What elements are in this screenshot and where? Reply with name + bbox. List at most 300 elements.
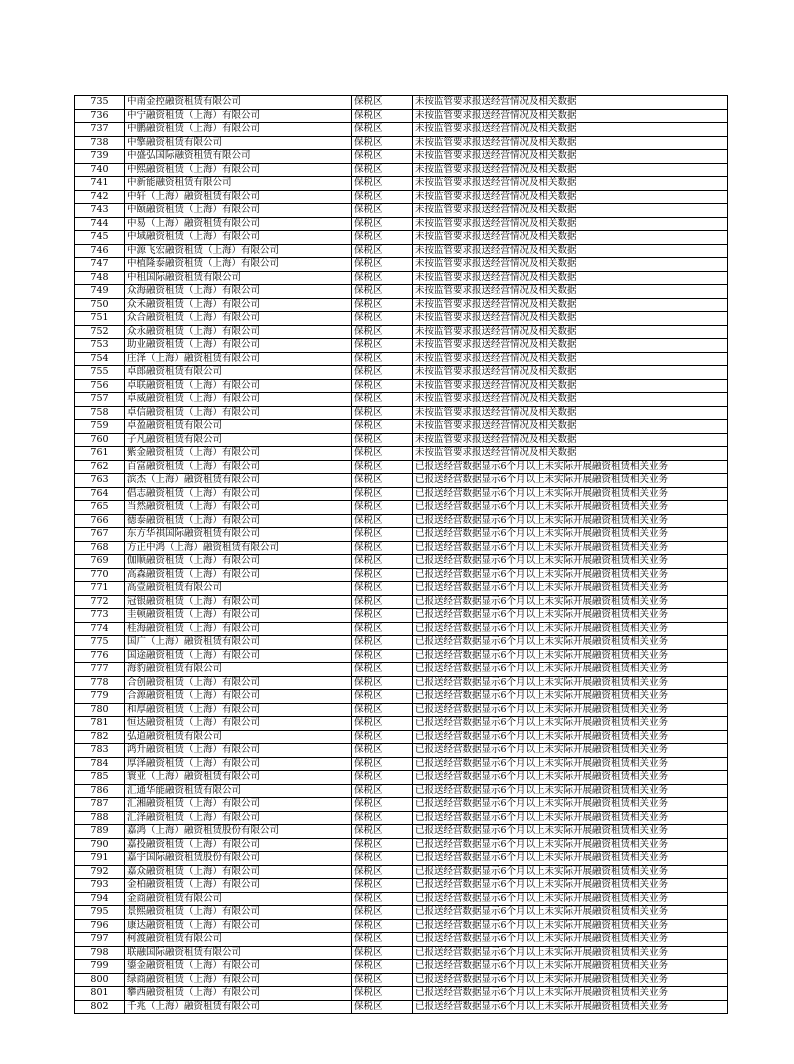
company-name: 众永融资租赁（上海）有限公司 — [125, 325, 352, 339]
row-number: 756 — [75, 379, 125, 393]
table-row — [75, 447, 728, 461]
row-number: 754 — [75, 352, 125, 366]
company-name: 攀西融资租赁（上海）有限公司 — [125, 987, 352, 1001]
row-number: 751 — [75, 312, 125, 326]
district: 保税区 — [352, 244, 413, 258]
table-row — [75, 811, 728, 825]
table-row — [75, 865, 728, 879]
row-number: 747 — [75, 258, 125, 272]
district: 保税区 — [352, 852, 413, 866]
company-name: 众禾融资租赁（上海）有限公司 — [125, 298, 352, 312]
company-name: 寰亚（上海）融资租赁有限公司 — [125, 771, 352, 785]
table-body — [75, 96, 728, 1014]
reason: 已报送经营数据显示6个月以上未实际开展融资租赁相关业务 — [413, 919, 728, 933]
company-name: 中源飞宏融资租赁（上海）有限公司 — [125, 244, 352, 258]
company-name: 方正中鸿（上海）融资租赁有限公司 — [125, 541, 352, 555]
company-name: 嘉众融资租赁（上海）有限公司 — [125, 865, 352, 879]
table-row — [75, 96, 728, 110]
reason: 已报送经营数据显示6个月以上未实际开展融资租赁相关业务 — [413, 501, 728, 515]
table-row — [75, 906, 728, 920]
table-row — [75, 244, 728, 258]
district: 保税区 — [352, 582, 413, 596]
district: 保税区 — [352, 258, 413, 272]
table-row — [75, 474, 728, 488]
reason: 已报送经营数据显示6个月以上未实际开展融资租赁相关业务 — [413, 825, 728, 839]
row-number: 748 — [75, 271, 125, 285]
table-row — [75, 636, 728, 650]
reason: 未按监管要求报送经营情况及相关数据 — [413, 447, 728, 461]
reason: 未按监管要求报送经营情况及相关数据 — [413, 136, 728, 150]
row-number: 788 — [75, 811, 125, 825]
district: 保税区 — [352, 811, 413, 825]
company-name: 和厚融资租赁（上海）有限公司 — [125, 703, 352, 717]
reason: 已报送经营数据显示6个月以上未实际开展融资租赁相关业务 — [413, 514, 728, 528]
row-number: 785 — [75, 771, 125, 785]
table-row — [75, 541, 728, 555]
table-row — [75, 825, 728, 839]
row-number: 743 — [75, 204, 125, 218]
company-name: 中租国际融资租赁有限公司 — [125, 271, 352, 285]
district: 保税区 — [352, 568, 413, 582]
company-name: 柯渡融资租赁有限公司 — [125, 933, 352, 947]
reason: 已报送经营数据显示6个月以上未实际开展融资租赁相关业务 — [413, 838, 728, 852]
row-number: 742 — [75, 190, 125, 204]
reason: 已报送经营数据显示6个月以上未实际开展融资租赁相关业务 — [413, 798, 728, 812]
reason: 已报送经营数据显示6个月以上未实际开展融资租赁相关业务 — [413, 730, 728, 744]
district: 保税区 — [352, 933, 413, 947]
district: 保税区 — [352, 946, 413, 960]
company-name: 中擎融资租赁有限公司 — [125, 136, 352, 150]
district: 保税区 — [352, 487, 413, 501]
company-name: 助业融资租赁（上海）有限公司 — [125, 339, 352, 353]
district: 保税区 — [352, 420, 413, 434]
district: 保税区 — [352, 501, 413, 515]
table-row — [75, 352, 728, 366]
table-row — [75, 568, 728, 582]
row-number: 800 — [75, 973, 125, 987]
company-name: 恒达融资租赁（上海）有限公司 — [125, 717, 352, 731]
reason: 未按监管要求报送经营情况及相关数据 — [413, 393, 728, 407]
row-number: 787 — [75, 798, 125, 812]
reason: 已报送经营数据显示6个月以上未实际开展融资租赁相关业务 — [413, 663, 728, 677]
reason: 未按监管要求报送经营情况及相关数据 — [413, 231, 728, 245]
district: 保税区 — [352, 433, 413, 447]
table-row — [75, 271, 728, 285]
district: 保税区 — [352, 190, 413, 204]
reason: 未按监管要求报送经营情况及相关数据 — [413, 433, 728, 447]
row-number: 746 — [75, 244, 125, 258]
district: 保税区 — [352, 271, 413, 285]
district: 保税区 — [352, 136, 413, 150]
row-number: 761 — [75, 447, 125, 461]
district: 保税区 — [352, 541, 413, 555]
company-name: 中鹏融资租赁（上海）有限公司 — [125, 123, 352, 137]
reason: 未按监管要求报送经营情况及相关数据 — [413, 379, 728, 393]
table-row — [75, 771, 728, 785]
row-number: 736 — [75, 109, 125, 123]
row-number: 752 — [75, 325, 125, 339]
company-name: 中盛弘国际融资租赁有限公司 — [125, 150, 352, 164]
row-number: 768 — [75, 541, 125, 555]
reason: 已报送经营数据显示6个月以上未实际开展融资租赁相关业务 — [413, 946, 728, 960]
reason: 已报送经营数据显示6个月以上未实际开展融资租赁相关业务 — [413, 973, 728, 987]
row-number: 753 — [75, 339, 125, 353]
row-number: 774 — [75, 622, 125, 636]
row-number: 771 — [75, 582, 125, 596]
row-number: 779 — [75, 690, 125, 704]
row-number: 799 — [75, 960, 125, 974]
company-name: 汇湘融资租赁（上海）有限公司 — [125, 798, 352, 812]
reason: 未按监管要求报送经营情况及相关数据 — [413, 352, 728, 366]
district: 保税区 — [352, 663, 413, 677]
row-number: 778 — [75, 676, 125, 690]
company-name: 卓信融资租赁（上海）有限公司 — [125, 406, 352, 420]
table-row — [75, 730, 728, 744]
district: 保税区 — [352, 298, 413, 312]
district: 保税区 — [352, 879, 413, 893]
row-number: 744 — [75, 217, 125, 231]
row-number: 793 — [75, 879, 125, 893]
reason: 已报送经营数据显示6个月以上未实际开展融资租赁相关业务 — [413, 865, 728, 879]
company-name: 倡志融资租赁（上海）有限公司 — [125, 487, 352, 501]
table-row — [75, 514, 728, 528]
reason: 已报送经营数据显示6个月以上未实际开展融资租赁相关业务 — [413, 474, 728, 488]
district: 保税区 — [352, 649, 413, 663]
table-row — [75, 798, 728, 812]
row-number: 770 — [75, 568, 125, 582]
reason: 已报送经营数据显示6个月以上未实际开展融资租赁相关业务 — [413, 1000, 728, 1014]
company-name: 百富融资租赁（上海）有限公司 — [125, 460, 352, 474]
reason: 未按监管要求报送经营情况及相关数据 — [413, 204, 728, 218]
row-number: 739 — [75, 150, 125, 164]
company-name: 当然融资租赁（上海）有限公司 — [125, 501, 352, 515]
company-name: 桂海融资租赁（上海）有限公司 — [125, 622, 352, 636]
row-number: 772 — [75, 595, 125, 609]
reason: 已报送经营数据显示6个月以上未实际开展融资租赁相关业务 — [413, 852, 728, 866]
table-row — [75, 879, 728, 893]
table-row — [75, 744, 728, 758]
row-number: 760 — [75, 433, 125, 447]
row-number: 802 — [75, 1000, 125, 1014]
reason: 已报送经营数据显示6个月以上未实际开展融资租赁相关业务 — [413, 676, 728, 690]
row-number: 790 — [75, 838, 125, 852]
company-name: 金柏融资租赁（上海）有限公司 — [125, 879, 352, 893]
row-number: 797 — [75, 933, 125, 947]
company-name: 中易（上海）融资租赁有限公司 — [125, 217, 352, 231]
reason: 未按监管要求报送经营情况及相关数据 — [413, 285, 728, 299]
company-name: 康达融资租赁（上海）有限公司 — [125, 919, 352, 933]
company-name: 景熙融资租赁（上海）有限公司 — [125, 906, 352, 920]
table-row — [75, 919, 728, 933]
company-name: 中新能融资租赁有限公司 — [125, 177, 352, 191]
table-row — [75, 649, 728, 663]
company-name: 中熙融资租赁（上海）有限公司 — [125, 163, 352, 177]
row-number: 780 — [75, 703, 125, 717]
company-name: 鸿升融资租赁（上海）有限公司 — [125, 744, 352, 758]
district: 保税区 — [352, 960, 413, 974]
reason: 未按监管要求报送经营情况及相关数据 — [413, 109, 728, 123]
district: 保税区 — [352, 690, 413, 704]
row-number: 783 — [75, 744, 125, 758]
table-row — [75, 676, 728, 690]
district: 保税区 — [352, 717, 413, 731]
district: 保税区 — [352, 771, 413, 785]
company-name: 卓盈融资租赁有限公司 — [125, 420, 352, 434]
row-number: 757 — [75, 393, 125, 407]
row-number: 750 — [75, 298, 125, 312]
table-row — [75, 892, 728, 906]
table-row — [75, 460, 728, 474]
reason: 已报送经营数据显示6个月以上未实际开展融资租赁相关业务 — [413, 690, 728, 704]
row-number: 794 — [75, 892, 125, 906]
company-name: 千兆（上海）融资租赁有限公司 — [125, 1000, 352, 1014]
row-number: 795 — [75, 906, 125, 920]
row-number: 763 — [75, 474, 125, 488]
row-number: 776 — [75, 649, 125, 663]
reason: 已报送经营数据显示6个月以上未实际开展融资租赁相关业务 — [413, 487, 728, 501]
table-row — [75, 393, 728, 407]
table-row — [75, 555, 728, 569]
company-name: 伽顺融资租赁（上海）有限公司 — [125, 555, 352, 569]
district: 保税区 — [352, 339, 413, 353]
district: 保税区 — [352, 892, 413, 906]
table-row — [75, 109, 728, 123]
table-row — [75, 123, 728, 137]
district: 保税区 — [352, 325, 413, 339]
district: 保税区 — [352, 474, 413, 488]
company-name: 中轩（上海）融资租赁有限公司 — [125, 190, 352, 204]
reason: 已报送经营数据显示6个月以上未实际开展融资租赁相关业务 — [413, 568, 728, 582]
company-name: 鎏金融资租赁（上海）有限公司 — [125, 960, 352, 974]
district: 保税区 — [352, 973, 413, 987]
reason: 已报送经营数据显示6个月以上未实际开展融资租赁相关业务 — [413, 649, 728, 663]
table-row — [75, 339, 728, 353]
reason: 未按监管要求报送经营情况及相关数据 — [413, 366, 728, 380]
company-name: 汇通华能融资租赁有限公司 — [125, 784, 352, 798]
table-row — [75, 420, 728, 434]
row-number: 784 — [75, 757, 125, 771]
table-row — [75, 609, 728, 623]
reason: 已报送经营数据显示6个月以上未实际开展融资租赁相关业务 — [413, 906, 728, 920]
reason: 已报送经营数据显示6个月以上未实际开展融资租赁相关业务 — [413, 892, 728, 906]
district: 保税区 — [352, 163, 413, 177]
reason: 已报送经营数据显示6个月以上未实际开展融资租赁相关业务 — [413, 582, 728, 596]
district: 保税区 — [352, 352, 413, 366]
company-name: 国途融资租赁（上海）有限公司 — [125, 649, 352, 663]
company-name: 合源融资租赁（上海）有限公司 — [125, 690, 352, 704]
table-row — [75, 366, 728, 380]
reason: 未按监管要求报送经营情况及相关数据 — [413, 312, 728, 326]
table-row — [75, 231, 728, 245]
company-name: 汇泽融资租赁（上海）有限公司 — [125, 811, 352, 825]
district: 保税区 — [352, 798, 413, 812]
district: 保税区 — [352, 447, 413, 461]
table-row — [75, 838, 728, 852]
reason: 已报送经营数据显示6个月以上未实际开展融资租赁相关业务 — [413, 595, 728, 609]
company-name: 卓威融资租赁（上海）有限公司 — [125, 393, 352, 407]
reason: 已报送经营数据显示6个月以上未实际开展融资租赁相关业务 — [413, 757, 728, 771]
row-number: 792 — [75, 865, 125, 879]
district: 保税区 — [352, 204, 413, 218]
table-row — [75, 501, 728, 515]
district: 保税区 — [352, 676, 413, 690]
district: 保税区 — [352, 906, 413, 920]
table-row — [75, 325, 728, 339]
table-row — [75, 150, 728, 164]
table-row — [75, 298, 728, 312]
reason: 已报送经营数据显示6个月以上未实际开展融资租赁相关业务 — [413, 879, 728, 893]
company-name: 滨杰（上海）融资租赁有限公司 — [125, 474, 352, 488]
district: 保税区 — [352, 312, 413, 326]
district: 保税区 — [352, 555, 413, 569]
district: 保税区 — [352, 825, 413, 839]
row-number: 782 — [75, 730, 125, 744]
reason: 已报送经营数据显示6个月以上未实际开展融资租赁相关业务 — [413, 555, 728, 569]
company-name: 中域融资租赁（上海）有限公司 — [125, 231, 352, 245]
row-number: 758 — [75, 406, 125, 420]
company-name: 紫金融资租赁（上海）有限公司 — [125, 447, 352, 461]
row-number: 737 — [75, 123, 125, 137]
company-name: 庄泽（上海）融资租赁有限公司 — [125, 352, 352, 366]
reason: 已报送经营数据显示6个月以上未实际开展融资租赁相关业务 — [413, 636, 728, 650]
table-row — [75, 717, 728, 731]
row-number: 755 — [75, 366, 125, 380]
reason: 未按监管要求报送经营情况及相关数据 — [413, 150, 728, 164]
district: 保税区 — [352, 730, 413, 744]
district: 保税区 — [352, 406, 413, 420]
company-name: 合创融资租赁（上海）有限公司 — [125, 676, 352, 690]
table-row — [75, 285, 728, 299]
district: 保税区 — [352, 393, 413, 407]
row-number: 745 — [75, 231, 125, 245]
company-name: 中颐融资租赁（上海）有限公司 — [125, 204, 352, 218]
row-number: 767 — [75, 528, 125, 542]
reason: 已报送经营数据显示6个月以上未实际开展融资租赁相关业务 — [413, 541, 728, 555]
row-number: 798 — [75, 946, 125, 960]
row-number: 791 — [75, 852, 125, 866]
row-number: 801 — [75, 987, 125, 1001]
reason: 已报送经营数据显示6个月以上未实际开展融资租赁相关业务 — [413, 717, 728, 731]
row-number: 777 — [75, 663, 125, 677]
district: 保税区 — [352, 460, 413, 474]
district: 保税区 — [352, 784, 413, 798]
company-name: 卓联融资租赁（上海）有限公司 — [125, 379, 352, 393]
district: 保税区 — [352, 217, 413, 231]
company-name: 中宁融资租赁（上海）有限公司 — [125, 109, 352, 123]
table-row — [75, 852, 728, 866]
company-name: 众合融资租赁（上海）有限公司 — [125, 312, 352, 326]
company-name: 高壹融资租赁有限公司 — [125, 582, 352, 596]
district: 保税区 — [352, 366, 413, 380]
row-number: 781 — [75, 717, 125, 731]
row-number: 740 — [75, 163, 125, 177]
company-name: 圭顿融资租赁（上海）有限公司 — [125, 609, 352, 623]
reason: 未按监管要求报送经营情况及相关数据 — [413, 217, 728, 231]
district: 保税区 — [352, 231, 413, 245]
district: 保税区 — [352, 109, 413, 123]
table-row — [75, 987, 728, 1001]
table-row — [75, 379, 728, 393]
district: 保税区 — [352, 123, 413, 137]
table-row — [75, 622, 728, 636]
reason: 已报送经营数据显示6个月以上未实际开展融资租赁相关业务 — [413, 771, 728, 785]
reason: 未按监管要求报送经营情况及相关数据 — [413, 190, 728, 204]
row-number: 762 — [75, 460, 125, 474]
district: 保税区 — [352, 865, 413, 879]
row-number: 749 — [75, 285, 125, 299]
district: 保税区 — [352, 987, 413, 1001]
row-number: 759 — [75, 420, 125, 434]
reason: 未按监管要求报送经营情况及相关数据 — [413, 406, 728, 420]
company-name: 德泰融资租赁（上海）有限公司 — [125, 514, 352, 528]
table-row — [75, 1000, 728, 1014]
district: 保税区 — [352, 838, 413, 852]
reason: 未按监管要求报送经营情况及相关数据 — [413, 258, 728, 272]
table-row — [75, 703, 728, 717]
reason: 未按监管要求报送经营情况及相关数据 — [413, 271, 728, 285]
company-name: 国广（上海）融资租赁有限公司 — [125, 636, 352, 650]
reason: 已报送经营数据显示6个月以上未实际开展融资租赁相关业务 — [413, 528, 728, 542]
row-number: 773 — [75, 609, 125, 623]
row-number: 735 — [75, 96, 125, 110]
reason: 未按监管要求报送经营情况及相关数据 — [413, 96, 728, 110]
company-name: 弘道融资租赁有限公司 — [125, 730, 352, 744]
reason: 已报送经营数据显示6个月以上未实际开展融资租赁相关业务 — [413, 960, 728, 974]
reason: 已报送经营数据显示6个月以上未实际开展融资租赁相关业务 — [413, 811, 728, 825]
table-row — [75, 190, 728, 204]
district: 保税区 — [352, 150, 413, 164]
row-number: 796 — [75, 919, 125, 933]
table-row — [75, 204, 728, 218]
row-number: 764 — [75, 487, 125, 501]
table-row — [75, 946, 728, 960]
company-name: 中南金控融资租赁有限公司 — [125, 96, 352, 110]
row-number: 769 — [75, 555, 125, 569]
row-number: 765 — [75, 501, 125, 515]
table-row — [75, 960, 728, 974]
company-name: 厚泽融资租赁（上海）有限公司 — [125, 757, 352, 771]
reason: 已报送经营数据显示6个月以上未实际开展融资租赁相关业务 — [413, 933, 728, 947]
row-number: 766 — [75, 514, 125, 528]
company-list-table — [74, 95, 728, 1014]
reason: 已报送经营数据显示6个月以上未实际开展融资租赁相关业务 — [413, 784, 728, 798]
company-name: 嘉宇国际融资租赁股份有限公司 — [125, 852, 352, 866]
company-name: 众海融资租赁（上海）有限公司 — [125, 285, 352, 299]
table-row — [75, 163, 728, 177]
district: 保税区 — [352, 514, 413, 528]
company-name: 海豹融资租赁有限公司 — [125, 663, 352, 677]
row-number: 741 — [75, 177, 125, 191]
district: 保税区 — [352, 703, 413, 717]
reason: 未按监管要求报送经营情况及相关数据 — [413, 325, 728, 339]
table-row — [75, 757, 728, 771]
reason: 已报送经营数据显示6个月以上未实际开展融资租赁相关业务 — [413, 703, 728, 717]
reason: 未按监管要求报送经营情况及相关数据 — [413, 123, 728, 137]
reason: 未按监管要求报送经营情况及相关数据 — [413, 339, 728, 353]
reason: 未按监管要求报送经营情况及相关数据 — [413, 163, 728, 177]
reason: 已报送经营数据显示6个月以上未实际开展融资租赁相关业务 — [413, 987, 728, 1001]
district: 保税区 — [352, 609, 413, 623]
row-number: 789 — [75, 825, 125, 839]
district: 保税区 — [352, 919, 413, 933]
district: 保税区 — [352, 379, 413, 393]
district: 保税区 — [352, 744, 413, 758]
company-name: 冠银融资租赁（上海）有限公司 — [125, 595, 352, 609]
reason: 未按监管要求报送经营情况及相关数据 — [413, 298, 728, 312]
company-name: 金商融资租赁有限公司 — [125, 892, 352, 906]
table-row — [75, 177, 728, 191]
reason: 未按监管要求报送经营情况及相关数据 — [413, 244, 728, 258]
